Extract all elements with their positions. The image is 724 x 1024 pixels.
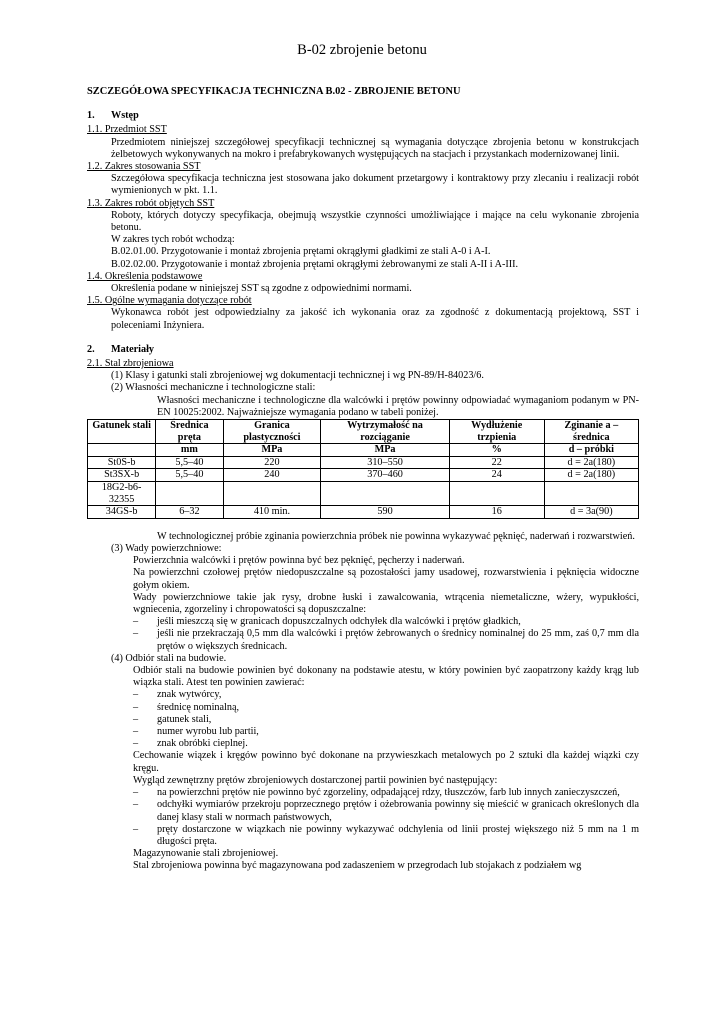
table-header-cell: Zginanie a – średnica (544, 420, 638, 444)
table-unit-cell: % (449, 444, 544, 457)
table-cell: 410 min. (223, 506, 321, 519)
subsection-1-3-title: 1.3. Zakres robót objętych SST (87, 197, 215, 209)
list-item: – znak wytwórcy, (133, 689, 222, 701)
spec-title: SZCZEGÓŁOWA SPECYFIKACJA TECHNICZNA B.02 - ZBROJENIE BETONU (87, 86, 461, 97)
table-unit-cell: MPa (223, 444, 321, 457)
section-2-title: Materiały (111, 343, 154, 355)
table-cell: d = 3a(90) (544, 506, 638, 519)
table-row (88, 456, 639, 469)
table-cell (449, 482, 544, 506)
list-item: – pręty dostarczone w wiązkach nie powinny wykazywać odchylenia od linii prostej większego niż 5 mm na 1 m długości pręta. (133, 823, 639, 847)
table-cell (321, 482, 449, 506)
subsection-1-5-title: 1.5. Ogólne wymagania dotyczące robót (87, 295, 252, 307)
table-header-cell: Średnica pręta (156, 420, 223, 444)
item-4-paragraph: Odbiór stali na budowie powinien być dokonany na podstawie atestu, w który powinien być zaopatrzony każdy krąg lub wiązka stali. Atest ten powinien zawierać: (133, 665, 639, 689)
table-cell: 5,5–40 (156, 469, 223, 482)
section-1-heading (87, 110, 639, 122)
item-4-paragraph: Wygląd zewnętrzny prętów zbrojeniowych dostarczonej partii powinien być następujący: (133, 774, 498, 786)
item-3-paragraph: Powierzchnia walcówki i prętów powinna być bez pęknięć, pęcherzy i naderwań. (133, 555, 465, 567)
table-unit-cell: MPa (321, 444, 449, 457)
list-item: – gatunek stali, (133, 713, 212, 725)
item-3-paragraph: Wady powierzchniowe takie jak rysy, drobne łuski i zawalcowania, wtrącenia niemetaliczne, wżery, wypukłości, wgniecenia, zgorzeliny i chropowatości są dopuszczalne: (133, 591, 639, 616)
table-header-cell: Wydłużenie trzpienia (449, 420, 544, 444)
table-header-cell: Wytrzymałość na rozciąganie (321, 420, 449, 444)
subsection-2-1-title: 2.1. Stal zbrojeniowa (87, 358, 174, 370)
table-cell: 34GS-b (88, 506, 156, 519)
table-cell (223, 482, 321, 506)
item-2-text: (2) Własności mechaniczne i technologiczne stali: (111, 382, 316, 394)
item-3-paragraph: Na powierzchni czołowej prętów niedopuszczalne są pozostałości jamy usadowej, rozwarstwienia i pęknięcia widoczne gołym okiem. (133, 567, 639, 591)
section-1-number: 1. (87, 110, 95, 122)
subsection-1-2-title: 1.2. Zakres stosowania SST (87, 161, 201, 173)
section-2-number: 2. (87, 343, 95, 355)
document-body (87, 86, 639, 873)
table-unit-cell: d – próbki (544, 444, 638, 457)
item-4-paragraph: Stal zbrojeniowa powinna być magazynowana pod zadaszeniem w przegrodach lub stojakach z podziałem wg (133, 860, 582, 872)
table-units-row (88, 444, 639, 457)
after-table-paragraph: W technologicznej próbie zginania powierzchnia próbek nie powinna wykazywać pęknięć, naderwań i rozwarstwień. (157, 530, 635, 542)
table-cell: 310–550 (321, 456, 449, 469)
subsection-1-1-title: 1.1. Przedmiot SST (87, 124, 167, 136)
item-4-paragraph: Magazynowanie stali zbrojeniowej. (133, 848, 279, 860)
table-header-cell: Granica plastyczności (223, 420, 321, 444)
section-1-title: Wstęp (111, 110, 139, 122)
item-4-text: (4) Odbiór stali na budowie. (111, 652, 227, 664)
table-row (88, 482, 639, 506)
list-item: – numer wyrobu lub partii, (133, 726, 259, 738)
subsection-1-4-text: Określenia podane w niniejszej SST są zgodne z odpowiednimi normami. (111, 283, 412, 295)
list-item: – odchyłki wymiarów przekroju poprzecznego prętów i ożebrowania powinny się mieścić w granicach określonych dla danej klasy stali w normach państwowych, (133, 799, 639, 823)
table-unit-cell: mm (156, 444, 223, 457)
list-item: – jeśli nie przekraczają 0,5 mm dla walcówki i prętów żebrowanych o średnicy nominalnej do 25 mm, zaś 0,7 mm dla prętów o większych średnicach. (133, 628, 639, 652)
table-cell: 370–460 (321, 469, 449, 482)
table-cell: 240 (223, 469, 321, 482)
document-header-title: B-02 zbrojenie betonu (297, 42, 427, 58)
table-header-row (88, 420, 639, 444)
table-cell: d = 2a(180) (544, 456, 638, 469)
table-cell: 16 (449, 506, 544, 519)
subsection-1-3-line: B.02.02.00. Przygotowanie i montaż zbrojenia prętami okrągłymi żebrowanymi ze stali A-II i A-III. (111, 258, 519, 270)
steel-properties-table (87, 419, 639, 519)
table-cell: St3SX-b (88, 469, 156, 482)
list-item: – znak obróbki cieplnej. (133, 738, 248, 750)
table-cell: 6–32 (156, 506, 223, 519)
table-cell: 590 (321, 506, 449, 519)
table-cell (156, 482, 223, 506)
table-cell: 22 (449, 456, 544, 469)
list-item: – jeśli mieszczą się w granicach dopuszczalnych odchyłek dla walcówki i prętów gładkich, (133, 616, 521, 628)
table-cell: 5,5–40 (156, 456, 223, 469)
section-2-heading (87, 344, 639, 356)
table-cell: 220 (223, 456, 321, 469)
item-3-text: (3) Wady powierzchniowe: (111, 543, 222, 555)
table-cell: St0S-b (88, 456, 156, 469)
table-cell (544, 482, 638, 506)
item-2-paragraph: Własności mechaniczne i technologiczne dla walcówki i prętów powinny odpowiadać wymaganiom podanym w PN-EN 10025:2002. Najważniejsze wymagania podano w tabeli poniżej. (157, 394, 639, 418)
table-cell: 18G2-b6-32355 (88, 482, 156, 506)
subsection-1-3-line: W zakres tych robót wchodzą: (111, 234, 235, 246)
subsection-1-3-text: Roboty, których dotyczy specyfikacja, obejmują wszystkie czynności umożliwiające i mające na celu wykonanie zbrojenia betonu. (111, 209, 639, 234)
item-1-text: (1) Klasy i gatunki stali zbrojeniowej wg dokumentacji technicznej i wg PN-89/H-84023/6. (111, 370, 484, 382)
subsection-1-5-text: Wykonawca robót jest odpowiedzialny za jakość ich wykonania oraz za zgodność z dokumentacją projektową, SST i poleceniami Inżyniera. (111, 307, 639, 331)
list-item: – średnicę nominalną, (133, 701, 240, 713)
table-cell: 24 (449, 469, 544, 482)
subsection-1-3-line: B.02.01.00. Przygotowanie i montaż zbrojenia prętami okrągłymi gładkimi ze stali A-0 i A-I. (111, 246, 491, 258)
subsection-1-4-title: 1.4. Określenia podstawowe (87, 270, 203, 282)
item-4-paragraph: Cechowanie wiązek i kręgów powinno być dokonane na przywieszkach metalowych po 2 sztuki dla każdej wiązki czy kręgu. (133, 750, 639, 774)
table-unit-cell (88, 444, 156, 457)
table-header-cell: Gatunek stali (88, 420, 156, 444)
subsection-1-2-text: Szczegółowa specyfikacja techniczna jest stosowana jako dokument przetargowy i kontraktowy przy zlecaniu i realizacji robót wymienionych w pkt. 1.1. (111, 173, 639, 197)
table-row (88, 469, 639, 482)
table-row (88, 506, 639, 519)
list-item: – na powierzchni prętów nie powinno być zgorzeliny, odpadającej rdzy, tłuszczów, farb lub innych zanieczyszczeń, (133, 787, 620, 799)
table-cell: d = 2a(180) (544, 469, 638, 482)
subsection-1-1-text: Przedmiotem niniejszej szczegółowej specyfikacji technicznej są wymagania dotyczące zbrojenia betonu w konstrukcjach żelbetowych wykonywanych na mokro i prefabrykowanych występujących na stacjach i przystankach modernizowanej linii. (111, 136, 639, 160)
